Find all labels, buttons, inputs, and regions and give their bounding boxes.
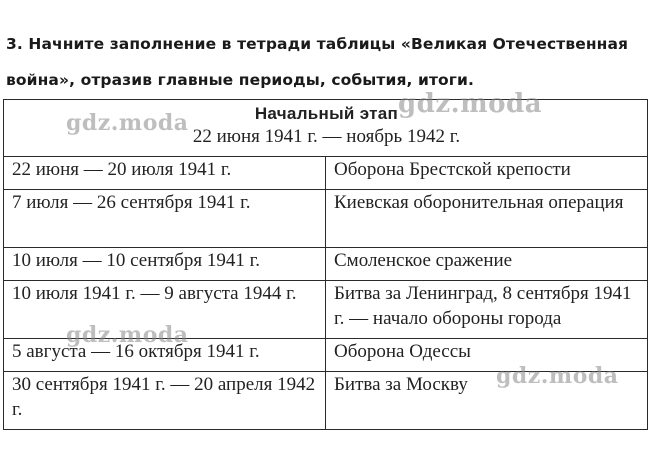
table-row [4, 339, 648, 372]
task-heading: 3. Начните заполнение в тетради таблицы «Великая Отечественная война», отразив главные периоды, события, итоги. [6, 35, 629, 89]
event-date-cell: 7 июля — 26 сентября 1941 г. [4, 190, 326, 248]
stage-header-cell [4, 100, 648, 157]
event-date-cell: 10 июля 1941 г. — 9 августа 1944 г. [4, 281, 326, 339]
stage-title: Начальный этап [254, 104, 399, 123]
table-row [4, 281, 648, 339]
table-row [4, 190, 648, 248]
war-periods-table [3, 99, 648, 430]
event-date-cell: 10 июля — 10 сентября 1941 г. [4, 248, 326, 281]
event-date-cell: 22 июня — 20 июля 1941 г. [4, 157, 326, 190]
event-name-cell: Битва за Москву [326, 372, 648, 430]
stage-dates: 22 июня 1941 г. — ноябрь 1942 г. [192, 126, 461, 147]
watermark: gdz.moda [496, 363, 619, 389]
table-row [4, 157, 648, 190]
event-date-cell: 5 августа — 16 октября 1941 г. [4, 339, 326, 372]
event-name-cell: Оборона Одессы [326, 339, 648, 372]
stage-header-row [4, 100, 648, 157]
table-row [4, 372, 648, 430]
table-row [4, 248, 648, 281]
watermark: gdz.moda [66, 110, 189, 136]
event-name-cell: Смоленское сражение [326, 248, 648, 281]
watermark: gdz.moda [398, 89, 543, 119]
war-periods-table-container [3, 99, 648, 430]
event-date-cell: 30 сентября 1941 г. — 20 апреля 1942 г. [4, 372, 326, 430]
event-name-cell: Оборона Брестской крепости [326, 157, 648, 190]
event-name-cell: Киевская оборонительная операция [326, 190, 648, 248]
event-name-cell: Битва за Ленинград, 8 сентября 1941 г. — начало обороны города [326, 281, 648, 339]
watermark: gdz.moda [66, 322, 189, 348]
